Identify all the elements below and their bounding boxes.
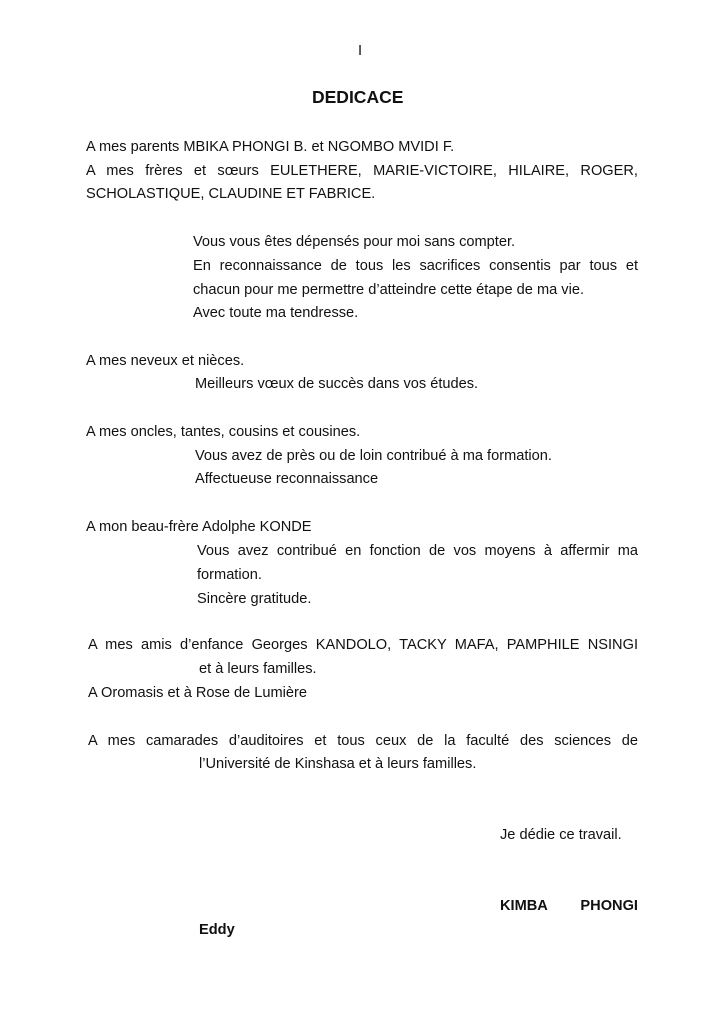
friends-line3: A Oromasis et à Rose de Lumière <box>88 685 308 701</box>
classmates-line2: l’Université de Kinshasa et à leurs familles. <box>199 756 477 772</box>
relatives-line2: Affectueuse reconnaissance <box>195 471 379 487</box>
family-message-line4: Avec toute ma tendresse. <box>193 305 359 321</box>
dedication-parents: A mes parents MBIKA PHONGI B. et NGOMBO MVIDI F. <box>86 139 455 155</box>
relatives-heading: A mes oncles, tantes, cousins et cousines. <box>86 424 361 440</box>
dedication-siblings-line1: A mes frères et sœurs EULETHERE, MARIE-VICTOIRE, HILAIRE, ROGER, <box>86 163 638 179</box>
brother-in-law-line1: Vous avez contribué en fonction de vos moyens à affermir ma <box>197 543 638 559</box>
page-title: DEDICACE <box>312 87 404 107</box>
dedication-siblings-line2: SCHOLASTIQUE, CLAUDINE ET FABRICE. <box>86 186 376 202</box>
brother-in-law-heading: A mon beau-frère Adolphe KONDE <box>86 519 312 535</box>
nephews-heading: A mes neveux et nièces. <box>86 353 245 369</box>
relatives-line1: Vous avez de près ou de loin contribué à ma formation. <box>195 448 552 464</box>
closing-statement: Je dédie ce travail. <box>500 827 622 843</box>
family-message-line3: chacun pour me permettre d’atteindre cette étape de ma vie. <box>193 282 585 298</box>
friends-line1: A mes amis d’enfance Georges KANDOLO, TACKY MAFA, PAMPHILE NSINGI <box>88 637 638 653</box>
family-message-line2: En reconnaissance de tous les sacrifices consentis par tous et <box>193 258 638 274</box>
nephews-message: Meilleurs vœux de succès dans vos études. <box>195 376 479 392</box>
friends-line2: et à leurs familles. <box>199 661 317 677</box>
brother-in-law-line3: Sincère gratitude. <box>197 591 312 607</box>
brother-in-law-line2: formation. <box>197 567 262 583</box>
family-message-line1: Vous vous êtes dépensés pour moi sans compter. <box>193 234 516 250</box>
author-name-line2: Eddy <box>199 922 235 938</box>
classmates-line1: A mes camarades d’auditoires et tous ceux de la faculté des sciences de <box>88 733 638 749</box>
page-number: I <box>358 43 363 59</box>
author-name-line1: KIMBA PHONGI <box>500 898 638 914</box>
